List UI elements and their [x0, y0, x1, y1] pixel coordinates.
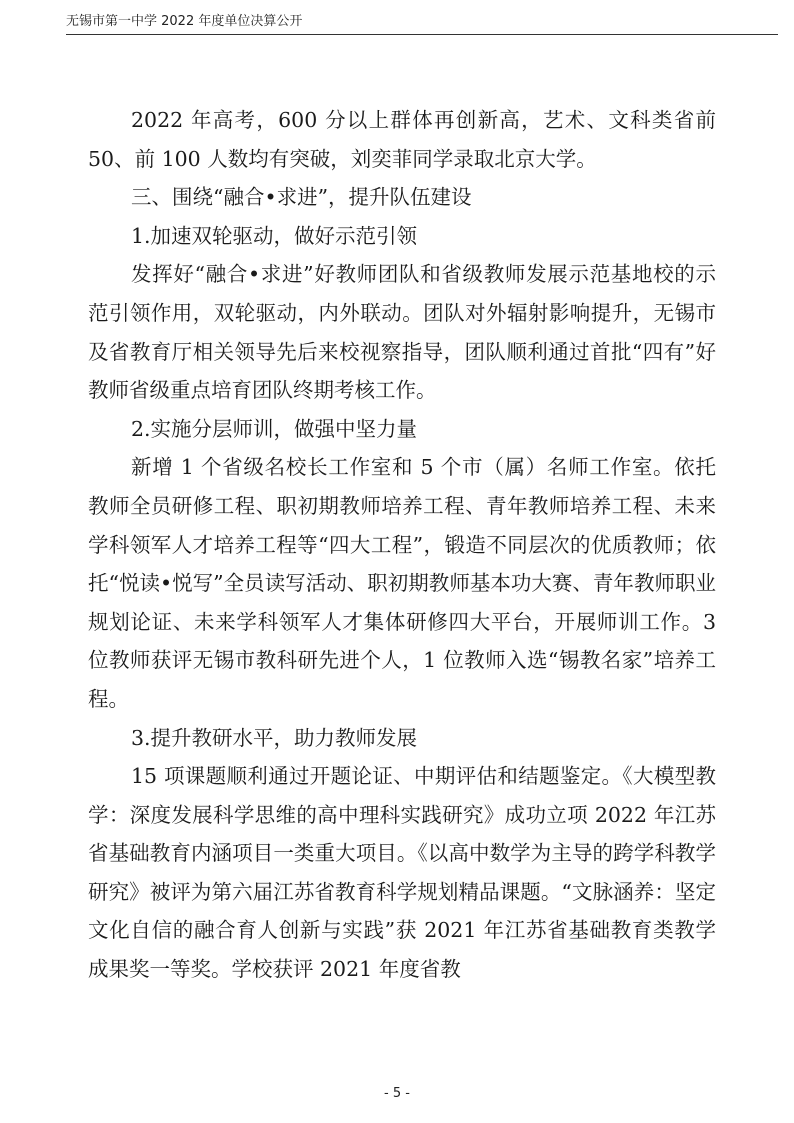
paragraph-research-level: 15 项课题顺利通过开题论证、中期评估和结题鉴定。《大模型教学：深度发展科学思维的高中理科实践研究》成功立项 2022 年江苏省基础教育内涵项目一类重大项目。《以高中数学为主导的跨学科教学研究》被评为第六届江苏省教育科学规划精品课题。“文脉涵养：坚定文化自信的融合育人创新与实践”获 2021 年江苏省基础教育类教学成果奖一等奖。学校获评 2021 年度省教 [88, 764, 716, 982]
section-heading-team-building: 三、围绕“融合•求进”，提升队伍建设 [131, 185, 472, 210]
header-rule [66, 34, 778, 35]
paragraph-tiered-training: 新增 1 个省级名校长工作室和 5 个市（属）名师工作室。依托教师全员研修工程、职初期教师培养工程、青年教师培养工程、未来学科领军人才培养工程等“四大工程”，锻造不同层次的优质教师；依托“悦读•悦写”全员读写活动、职初期教师基本功大赛、青年教师职业规划论证、未来学科领军人才集体研修四大平台，开展师训工作。3 位教师获评无锡市教科研先进个人，1 位教师入选“锡教名家”培养工程。 [88, 455, 716, 711]
paragraph-dual-drive: 发挥好“融合•求进”好教师团队和省级教师发展示范基地校的示范引领作用，双轮驱动，内外联动。团队对外辐射影响提升，无锡市及省教育厅相关领导先后来校视察指导，团队顺利通过首批“四有”好教师省级重点培育团队终期考核工作。 [88, 262, 716, 403]
page-header: 无锡市第一中学 2022 年度单位决算公开 [66, 14, 303, 29]
subheading-research-level: 3.提升教研水平，助力教师发展 [131, 725, 418, 750]
paragraph-gaokao-results: 2022 年高考，600 分以上群体再创新高，艺术、文科类省前 50、前 100 人数均有突破，刘奕菲同学录取北京大学。 [88, 108, 716, 171]
document-body [88, 101, 716, 989]
page-number: - 5 - [384, 1086, 410, 1101]
subheading-dual-drive: 1.加速双轮驱动，做好示范引领 [131, 223, 418, 248]
subheading-tiered-training: 2.实施分层师训，做强中坚力量 [131, 416, 418, 441]
